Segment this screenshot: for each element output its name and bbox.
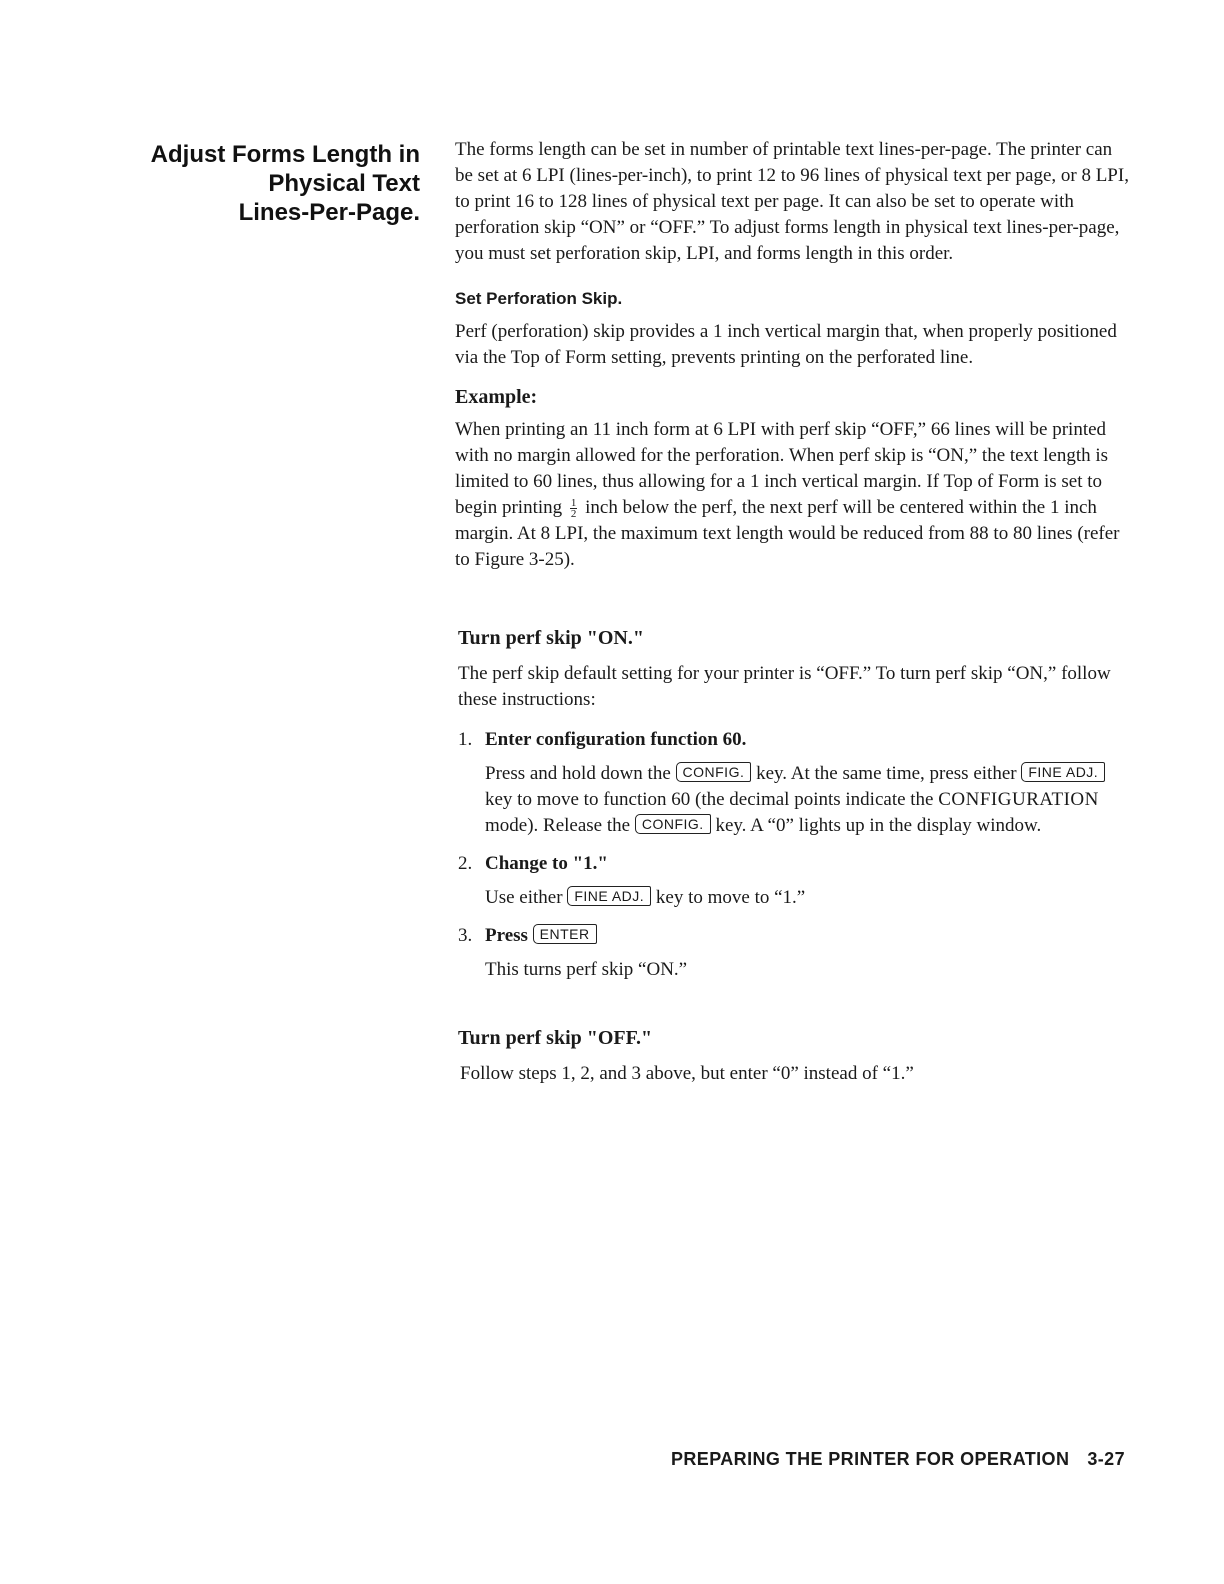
steps-list: [455, 727, 1130, 983]
step-text: CONFIGURATION: [938, 789, 1099, 810]
example-paragraph: [455, 417, 1130, 573]
step-3: [455, 923, 1130, 983]
step-text: key. At the same time, press either: [756, 763, 1017, 784]
example-text-b: inch below the perf, the next perf will be centered within the 1 inch margin. At 8 LPI, the maximum text length would be reduced from 88 to 80 lines (refer to Figure 3-25).: [455, 497, 1120, 570]
perf-skip-paragraph: Perf (perforation) skip provides a 1 inch vertical margin that, when properly positioned via the Top of Form setting, prevents printing on the perforated line.: [455, 321, 1117, 368]
example-text-a: When printing an 11 inch form at 6 LPI with perf skip “OFF,” 66 lines will be printed with no margin allowed for the perforation. When perf skip is “ON,” the text length is limited to 60 lines, thus allowing for a 1 inch vertical margin. If Top of Form is set to begin printing: [455, 419, 1109, 518]
page-footer: [600, 1449, 1125, 1470]
step-text: key to move to “1.”: [655, 887, 806, 908]
fine-adj-key-icon: FINE ADJ.: [567, 886, 651, 906]
section-heading-line-3: Lines-Per-Page.: [238, 199, 420, 226]
step-number: 2.: [458, 853, 473, 874]
step-number: 3.: [458, 925, 473, 946]
step-text: Press and hold down the: [485, 763, 671, 784]
fine-adj-key-icon: FINE ADJ.: [1021, 762, 1105, 782]
step-number: 1.: [458, 729, 473, 750]
footer-title: PREPARING THE PRINTER FOR OPERATION: [671, 1449, 1070, 1469]
config-key-icon: CONFIG.: [635, 814, 711, 834]
step-1: [455, 727, 1130, 839]
step-title: Change to "1.": [485, 853, 608, 874]
step-body: [485, 885, 1130, 911]
turn-off-paragraph: Follow steps 1, 2, and 3 above, but enter “0” instead of “1.”: [460, 1063, 914, 1084]
step-title-text: Press: [485, 925, 528, 946]
step-body: [485, 761, 1130, 839]
step-text: mode). Release the: [485, 815, 631, 836]
config-key-icon: CONFIG.: [676, 762, 752, 782]
section-heading-line-1: Adjust Forms Length in: [150, 141, 420, 168]
step-text: key. A “0” lights up in the display window.: [715, 815, 1042, 836]
intro-paragraph: The forms length can be set in number of printable text lines-per-page. The printer can be set at 6 LPI (lines-per-inch), to print 12 to 96 lines of physical text per page, or 8 LPI, to print 16 to 128 lines of physical text per page. It can also be set to operate with perforation skip “ON” or “OFF.” To adjust forms length in physical text lines-per-page, you must set perforation skip, LPI, and forms length in this order.: [455, 139, 1129, 264]
turn-off-heading: Turn perf skip "OFF.": [458, 1027, 653, 1049]
one-half-fraction: [570, 498, 578, 519]
step-body: This turns perf skip “ON.”: [485, 959, 688, 980]
perf-skip-heading: Set Perforation Skip.: [455, 289, 623, 308]
turn-on-paragraph: The perf skip default setting for your printer is “OFF.” To turn perf skip “ON,” follow these instructions:: [458, 663, 1111, 710]
page-number: 3-27: [1087, 1449, 1125, 1469]
section-heading-line-2: Physical Text: [268, 170, 420, 197]
step-title: Enter configuration function 60.: [485, 729, 747, 750]
step-2: [455, 851, 1130, 911]
step-title: [485, 923, 1130, 949]
fraction-denominator: 2: [570, 508, 577, 521]
step-text: key to move to function 60 (the decimal points indicate the: [485, 789, 934, 810]
turn-on-heading: Turn perf skip "ON.": [458, 627, 644, 649]
step-text: Use either: [485, 887, 563, 908]
example-label: Example:: [455, 386, 538, 408]
enter-key-icon: ENTER: [533, 924, 597, 944]
section-heading: [120, 140, 420, 227]
fraction-numerator: 1: [570, 497, 577, 510]
main-content: [455, 137, 1130, 1087]
